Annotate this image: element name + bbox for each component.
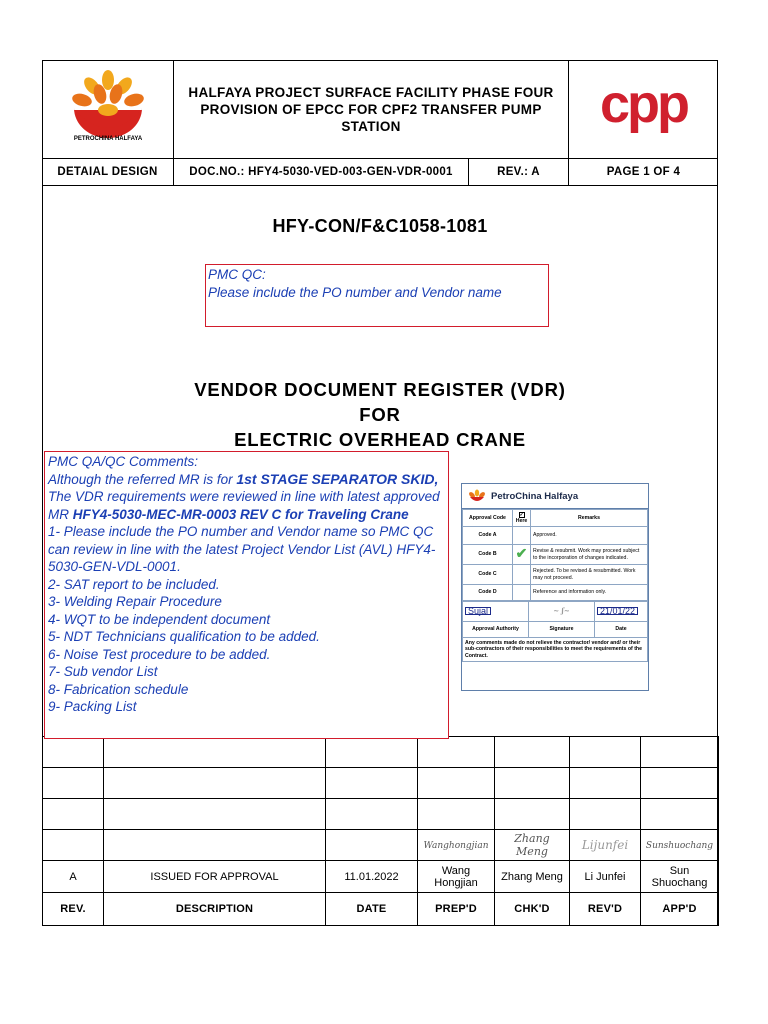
qaqc-heading: PMC QA/QC Comments:	[48, 454, 199, 469]
title-line-1: VENDOR DOCUMENT REGISTER (VDR)	[194, 379, 566, 400]
qaqc-item: 4- WQT to be independent document	[48, 611, 271, 627]
approval-stamp	[461, 483, 649, 691]
pmc-qc-comment-box	[205, 264, 549, 327]
qaqc-p1-d: HFY4-5030-MEC-MR-0003 REV C for Traveling Crane	[72, 506, 409, 522]
qaqc-p1-b: 1st STAGE SEPARATOR SKID,	[236, 470, 439, 487]
table-row	[43, 768, 719, 799]
stamp-code-a: Code A	[463, 527, 513, 545]
stamp-table	[462, 509, 648, 601]
stamp-header	[462, 484, 648, 509]
signature-chkd: Zhang Meng	[495, 830, 570, 861]
stamp-check-b	[513, 545, 531, 565]
header-prepd: PREP'D	[418, 893, 495, 926]
qaqc-item: 8- Fabrication schedule	[48, 681, 189, 697]
title-line-3: ELECTRIC OVERHEAD CRANE	[234, 429, 526, 450]
petrochina-logo	[42, 60, 174, 158]
signature-revd: Lijunfei	[570, 830, 641, 861]
qaqc-item: 2- SAT report to be included.	[48, 576, 220, 592]
qaqc-paragraph	[48, 471, 445, 524]
stamp-lbl-date: Date	[595, 622, 648, 638]
rev-cell: A	[43, 861, 104, 893]
cpp-logo	[569, 60, 718, 158]
checkbox-icon: ✓	[519, 511, 524, 518]
revision-row	[43, 861, 719, 893]
description-cell: ISSUED FOR APPROVAL	[104, 861, 326, 893]
qaqc-item: 1- Please include the PO number and Vendor name so PMC QC can review in line with the latest Project Vendor List (AVL) HFY4-5030-GEN-VDL-0001.	[48, 524, 436, 574]
date-cell: 11.01.2022	[326, 861, 418, 893]
title-line-2: FOR	[359, 404, 401, 425]
stamp-remark-c: Rejected. To be revised & resubmitted. Work may not proceed.	[531, 565, 648, 585]
header-rev: REV.	[43, 893, 104, 926]
qaqc-item: 9- Packing List	[48, 699, 137, 714]
document-title	[42, 377, 718, 452]
qaqc-p1-a: Although the referred MR is for	[48, 471, 237, 487]
revision-table	[42, 736, 719, 926]
stamp-code-b: Code B	[463, 545, 513, 565]
header-appd: APP'D	[641, 893, 719, 926]
pmc-qaqc-comment-box	[44, 451, 449, 739]
stamp-col-code: Approval Code	[463, 510, 513, 527]
table-row	[43, 737, 719, 768]
qaqc-item: 6- Noise Test procedure to be added.	[48, 646, 271, 662]
stamp-lbl-authority: Approval Authority	[463, 622, 529, 638]
stamp-col-here: ✓ Here	[513, 510, 531, 527]
stamp-code-d: Code D	[463, 585, 513, 601]
petrochina-emblem-icon	[42, 60, 174, 158]
stamp-date: 21/01/22	[597, 607, 638, 616]
pmc-qc-text: Please include the PO number and Vendor name	[208, 284, 502, 300]
header-revd: REV'D	[570, 893, 641, 926]
stamp-check-a	[513, 527, 531, 545]
logo-caption: PETROCHINA HALFAYA	[73, 136, 143, 142]
stamp-code-c: Code C	[463, 565, 513, 585]
stamp-footer: Any comments made do not relieve the contractor/ vendor and/ or their sub-contractors of their responsibilities to meet the requirements of the Contract.	[463, 638, 648, 662]
document-code: HFY-CON/F&C1058-1081	[272, 216, 488, 236]
header-date: DATE	[326, 893, 418, 926]
cpp-logo-text: cpp	[599, 74, 687, 134]
page-number: PAGE 1 OF 4	[606, 166, 681, 178]
stamp-lbl-signature: Signature	[529, 622, 595, 638]
appd-cell: Sun Shuochang	[641, 861, 719, 893]
stamp-remark-d: Reference and information only.	[531, 585, 648, 601]
design-stage: DETAIAL DESIGN	[42, 158, 174, 186]
revision-label: REV.: A	[469, 158, 569, 186]
signature-prepd: Wanghongjian	[418, 830, 495, 861]
stamp-remark-b: Revise & resubmit. Work may proceed subject to the incorporation of changes indicated.	[531, 545, 648, 565]
stamp-col-remarks: Remarks	[531, 510, 648, 527]
qaqc-item: 7- Sub vendor List	[48, 664, 158, 679]
chkd-cell: Zhang Meng	[495, 861, 570, 893]
pmc-qc-heading: PMC QC:	[208, 267, 266, 282]
qaqc-item: 3- Welding Repair Procedure	[48, 594, 222, 609]
stamp-check-d	[513, 585, 531, 601]
signature-row	[43, 830, 719, 861]
stamp-company: PetroChina Halfaya	[491, 490, 579, 502]
project-title: HALFAYA PROJECT SURFACE FACILITY PHASE FOUR PROVISION OF EPCC FOR CPF2 TRANSFER PUMP STATION	[174, 60, 569, 158]
qaqc-item: 5- NDT Technicians qualification to be added.	[48, 629, 320, 644]
table-row	[43, 799, 719, 830]
signature-appd: Sunshuochang	[641, 830, 719, 861]
stamp-authority-name: Sujal	[465, 607, 491, 616]
signature-scribble-icon: ~ ʃ~	[553, 605, 570, 615]
document-number: DOC.NO.: HFY4-5030-VED-003-GEN-VDR-0001	[174, 158, 469, 186]
stamp-signature-cell	[529, 602, 595, 622]
checkmark-icon: ✔	[515, 545, 528, 562]
header-chkd: CHK'D	[495, 893, 570, 926]
stamp-signoff-table	[462, 601, 648, 662]
stamp-date-cell	[595, 602, 648, 622]
stamp-remark-a: Approved.	[531, 527, 648, 545]
qaqc-p1-c: The VDR requirements were reviewed in line with latest approved MR	[48, 489, 440, 522]
revd-cell: Li Junfei	[570, 861, 641, 893]
revision-header-row	[43, 893, 719, 926]
stamp-check-c	[513, 565, 531, 585]
stamp-authority-cell	[463, 602, 529, 622]
header-description: DESCRIPTION	[104, 893, 326, 926]
prepd-cell: Wang Hongjian	[418, 861, 495, 893]
petrochina-emblem-icon	[468, 489, 486, 503]
document-info-row	[42, 158, 718, 186]
